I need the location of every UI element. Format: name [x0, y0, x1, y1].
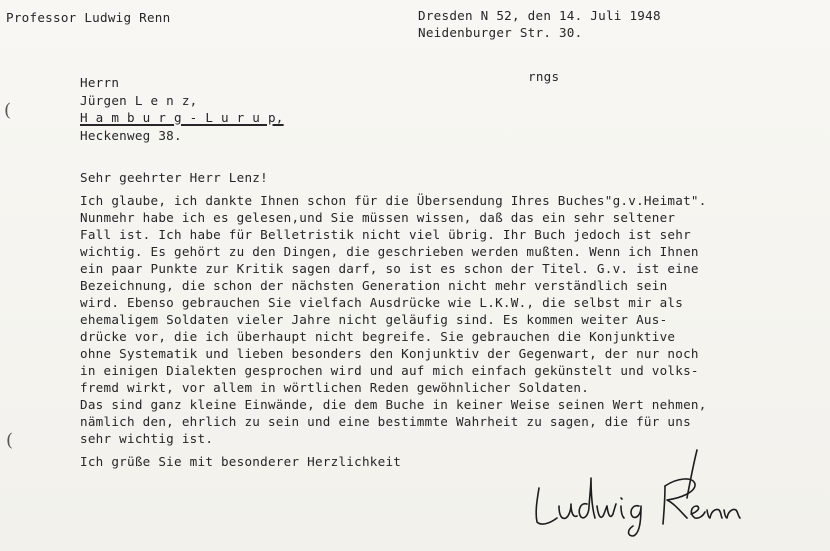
body-line: Fall ist. Ich habe für Belletristik nicht viel übrig. Ihr Buch jedoch ist sehr	[80, 227, 691, 242]
sender-name: Professor Ludwig Renn	[6, 10, 171, 25]
body-line: Das sind ganz kleine Einwände, die dem Buche in keiner Weise seinen Wert nehmen,	[80, 397, 707, 412]
recipient-street: Heckenweg 38.	[80, 128, 182, 143]
letter-greeting: Sehr geehrter Herr Lenz!	[80, 170, 268, 185]
signature-scribble	[525, 438, 765, 538]
body-line: sehr wichtig ist.	[80, 431, 214, 446]
body-line: in einigen Dialekten gesprochen wird und auf mich einfach gekünstelt und volks-	[80, 363, 699, 378]
body-line: wichtig. Es gehört zu den Dingen, die geschrieben werden mußten. Wenn ich Ihnen	[80, 244, 699, 259]
body-line: Bezeichnung, die schon der nächsten Generation nicht mehr verständlich sein	[80, 278, 668, 293]
body-line: Nunmehr habe ich es gelesen,und Sie müssen wissen, daß das ein sehr seltener	[80, 210, 676, 225]
punch-hole-mark-icon: (	[4, 100, 12, 121]
body-line: ein paar Punkte zur Kritik sagen darf, so ist es schon der Titel. G.v. ist eine	[80, 261, 699, 276]
body-line: ohne Systematik und lieben besonders den Konjunktiv der Gegenwart, der nur noch	[80, 346, 699, 361]
recipient-city: H a m b u r g - L u r u p,	[80, 110, 284, 125]
recipient-salutation-line: Herrn	[80, 75, 120, 90]
recipient-name: Jürgen L e n z,	[80, 93, 198, 108]
signature	[525, 438, 765, 538]
sender-street: Neidenburger Str. 30.	[418, 25, 583, 40]
body-line: fremd wirkt, vor allem in wörtlichen Reden gewöhnlicher Soldaten.	[80, 380, 590, 395]
punch-hole-mark-icon: (	[6, 430, 14, 451]
body-line: ehemaligem Soldaten vieler Jahre nicht geläufig sind. Es kommen weiter Aus-	[80, 312, 668, 327]
reference-code: rngs	[528, 69, 560, 84]
letter-closing: Ich grüße Sie mit besonderer Herzlichkeit	[80, 454, 402, 469]
body-line: Ich glaube, ich dankte Ihnen schon für die Übersendung Ihres Buches"g.v.Heimat".	[80, 193, 707, 208]
place-date: Dresden N 52, den 14. Juli 1948	[418, 8, 661, 23]
body-line: wird. Ebenso gebrauchen Sie vielfach Ausdrücke wie L.K.W., die selbst mir als	[80, 295, 684, 310]
body-line: nämlich den, ehrlich zu sein und eine bestimmte Wahrheit zu sagen, die für uns	[80, 414, 691, 429]
body-line: drücke vor, die ich überhaupt nicht begreife. Sie gebrauchen die Konjunktive	[80, 329, 676, 344]
